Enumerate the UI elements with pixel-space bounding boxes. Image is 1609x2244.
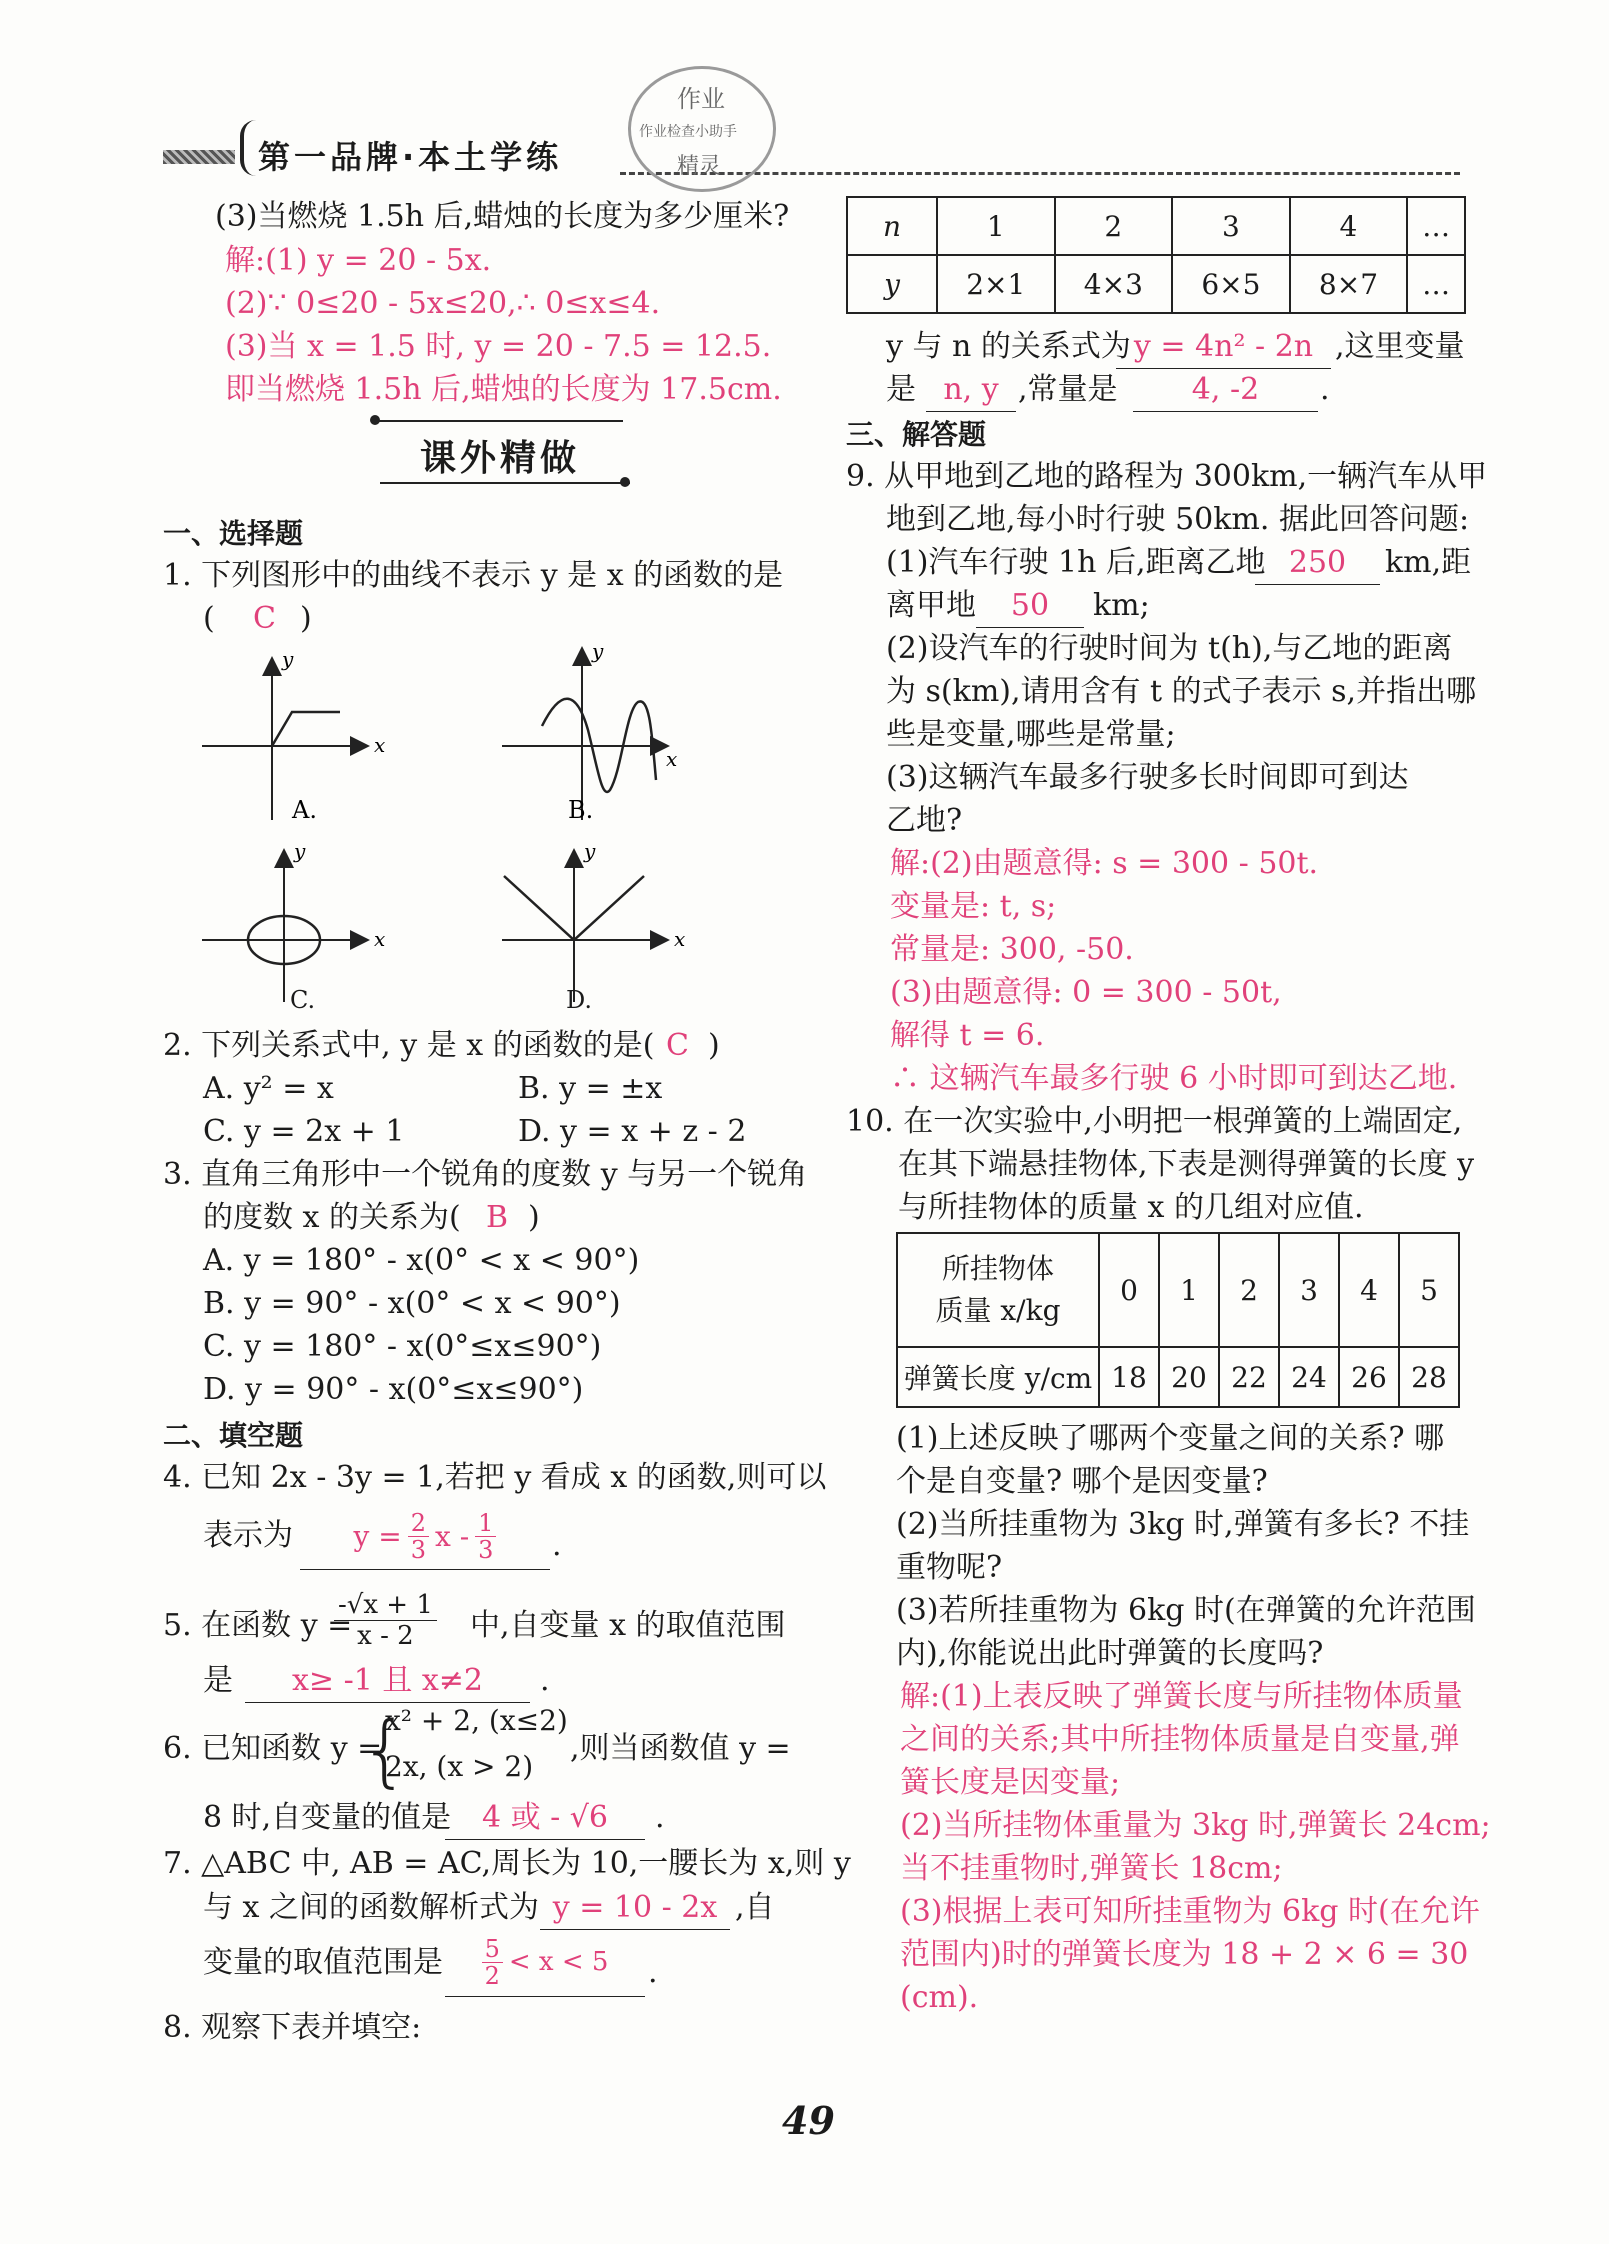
q5-fraction xyxy=(334,1590,437,1651)
solve-heading: 三、解答题 xyxy=(846,418,987,451)
fill-heading: 二、填空题 xyxy=(163,1419,304,1452)
stamp-bottom: 精灵 xyxy=(677,154,722,179)
graph-a-label: A. xyxy=(292,796,317,824)
header-title: 第一品牌·本土学练 xyxy=(258,138,563,176)
q7-line2-post: ,自 xyxy=(735,1890,775,1925)
header-bracket xyxy=(240,120,256,176)
stamp-top: 作业 xyxy=(677,85,725,113)
q2-option-b: B. y = ±x xyxy=(518,1071,663,1106)
q2-text: 2. 下列关系式中, y 是 x 的函数的是( xyxy=(163,1028,655,1063)
q1-paren-close: ) xyxy=(300,601,312,636)
n-cell-3: 3 xyxy=(1172,197,1290,255)
y-cell-4: 8×7 xyxy=(1290,255,1408,313)
q9-1-pre: (1)汽车行驶 1h 后,距离乙地 xyxy=(886,545,1266,580)
graph-b-y-label: y xyxy=(592,640,604,663)
q8-answer-2: n, y xyxy=(926,369,1016,412)
q8-answer-3: 4, -2 xyxy=(1133,369,1318,412)
q2-answer: C xyxy=(666,1028,689,1063)
graph-c xyxy=(202,839,385,1002)
q8-answer-1: y = 4n² - 2n xyxy=(1116,326,1331,369)
graph-c-x-label: x xyxy=(374,927,386,951)
q8-line1-post: ,这里变量 xyxy=(1335,329,1465,364)
q9-2-line3: 些是变量,哪些是常量; xyxy=(886,717,1176,752)
q4-frac-2: $\frac{1}{3}$ xyxy=(475,1510,496,1563)
q3-option-b: B. y = 90° - x(0° < x < 90°) xyxy=(203,1286,621,1321)
q7-line2-pre: 与 x 之间的函数解析式为 xyxy=(203,1890,539,1925)
q4-answer xyxy=(300,1503,550,1570)
q6-brace: { xyxy=(360,1706,410,1796)
mass-4: 4 xyxy=(1339,1233,1399,1347)
banner-line-bottom xyxy=(380,482,630,484)
q1-graphs xyxy=(190,640,710,1010)
q3-option-a: A. y = 180° - x(0° < x < 90°) xyxy=(203,1243,640,1278)
q6-line2-pre: 8 时,自变量的值是 xyxy=(203,1800,452,1835)
q10-question-4: 重物呢? xyxy=(896,1550,1003,1585)
graph-d-y-label: y xyxy=(584,839,596,863)
q6-case2: 2x, (x > 2) xyxy=(385,1750,534,1783)
stamp-mid: 作业检查小助手 xyxy=(639,124,737,140)
q3-close: ) xyxy=(528,1200,540,1235)
q5-line2-pre: 是 xyxy=(203,1663,233,1698)
mass-1: 1 xyxy=(1159,1233,1219,1347)
spring-head-length: 弹簧长度 y/cm xyxy=(897,1347,1099,1407)
length-5: 28 xyxy=(1399,1347,1459,1407)
q2-option-a: A. y² = x xyxy=(203,1071,334,1106)
n-cell-0: n xyxy=(847,197,937,255)
q9-2-line2: 为 s(km),请用含有 t 的式子表示 s,并指出哪 xyxy=(886,674,1477,709)
y-cell-0: y xyxy=(847,255,937,313)
n-cell-4: 4 xyxy=(1290,197,1408,255)
page-number: 49 xyxy=(782,2098,835,2143)
q5-period: . xyxy=(540,1663,550,1698)
graph-a-x-label: x xyxy=(374,733,386,757)
q10-line2: 在其下端悬挂物体,下表是测得弹簧的长度 y xyxy=(898,1147,1475,1182)
q5-answer: x≥ -1 且 x≠2 xyxy=(245,1660,530,1703)
q8-text: 8. 观察下表并填空: xyxy=(163,2010,422,2045)
q9-answer-4: (3)由题意得: 0 = 300 - 50t, xyxy=(890,975,1282,1010)
y-cell-3: 6×5 xyxy=(1172,255,1290,313)
mass-2: 2 xyxy=(1219,1233,1279,1347)
graph-b-label: B. xyxy=(568,796,594,824)
q8-line2-pre: 是 xyxy=(886,372,916,407)
q2-option-c: C. y = 2x + 1 xyxy=(203,1114,405,1149)
q10-line1: 10. 在一次实验中,小明把一根弹簧的上端固定, xyxy=(846,1104,1463,1139)
q10-line3: 与所挂物体的质量 x 的几组对应值. xyxy=(898,1190,1364,1225)
q4-prefix: 表示为 xyxy=(203,1518,293,1553)
q9-answer-5: 解得 t = 6. xyxy=(890,1018,1045,1053)
q10-question-6: 内),你能说出此时弹簧的长度吗? xyxy=(896,1636,1324,1671)
q9-3-line1: (3)这辆汽车最多行驶多长时间即可到达 xyxy=(886,760,1409,795)
n-row xyxy=(847,197,1465,255)
graph-c-label: C. xyxy=(290,986,316,1014)
q6-answer: 4 或 - √6 xyxy=(445,1797,645,1840)
y-cell-1: 2×1 xyxy=(937,255,1055,313)
q9-1-answer-1: 250 xyxy=(1255,542,1380,585)
q10-question-2: 个是自变量? 哪个是因变量? xyxy=(896,1464,1268,1499)
prev-answer-3: (3)当 x = 1.5 时, y = 20 - 7.5 = 12.5. xyxy=(225,329,772,364)
q7-answer: y = 10 - 2x xyxy=(540,1887,730,1930)
q7-ans2-rest: < x < 5 xyxy=(508,1947,609,1977)
q10-question-5: (3)若所挂重物为 6kg 时(在弹簧的允许范围 xyxy=(896,1593,1476,1628)
q7-line3-pre: 变量的取值范围是 xyxy=(203,1945,443,1980)
q1-text: 1. 下列图形中的曲线不表示 y 是 x 的函数的是 xyxy=(163,558,784,593)
q10-answer-6: (3)根据上表可知所挂重物为 6kg 时(在允许 xyxy=(900,1894,1480,1929)
q1-answer: C xyxy=(253,601,276,636)
banner-dot-left xyxy=(370,415,380,425)
banner-line-top xyxy=(375,420,623,422)
q9-1-post: km; xyxy=(1093,588,1150,623)
q10-question-1: (1)上述反映了哪两个变量之间的关系? 哪 xyxy=(896,1421,1445,1456)
y-cell-2: 4×3 xyxy=(1055,255,1173,313)
length-3: 24 xyxy=(1279,1347,1339,1407)
banner-dot-right xyxy=(620,477,630,487)
q1-paren-open: ( xyxy=(203,601,215,636)
length-1: 20 xyxy=(1159,1347,1219,1407)
graph-c-y-label: y xyxy=(294,839,306,863)
header-bar xyxy=(163,150,235,164)
q3-option-d: D. y = 90° - x(0°≤x≤90°) xyxy=(203,1372,584,1407)
q9-line1: 9. 从甲地到乙地的路程为 300km,一辆汽车从甲 xyxy=(846,459,1488,494)
y-row xyxy=(847,255,1465,313)
q7-frac: $\frac{5}{2}$ xyxy=(482,1936,503,1989)
graph-a-y-label: y xyxy=(282,647,294,671)
q3-line2: 的度数 x 的关系为( xyxy=(203,1200,461,1235)
y-cell-5: … xyxy=(1407,255,1465,313)
q4-frac-1: $\frac{2}{3}$ xyxy=(408,1510,429,1563)
q4-ans-mid: x - xyxy=(435,1519,470,1553)
graph-d-x-label: x xyxy=(674,927,686,951)
q6-case1: x² + 2, (x≤2) xyxy=(385,1704,568,1737)
q10-answer-5: 当不挂重物时,弹簧长 18cm; xyxy=(900,1851,1283,1886)
q9-2-line1: (2)设汽车的行驶时间为 t(h),与乙地的距离 xyxy=(886,631,1453,666)
q6-period: . xyxy=(655,1800,665,1835)
q9-answer-2: 变量是: t, s; xyxy=(890,889,1057,924)
q5-pre: 5. 在函数 y = xyxy=(163,1608,353,1643)
q5-num: -√x + 1 xyxy=(334,1590,437,1621)
q4-ans-y: y = xyxy=(353,1519,402,1553)
q10-answer-4: (2)当所挂物体重量为 3kg 时,弹簧长 24cm; xyxy=(900,1808,1491,1843)
prev-answer-2: (2)∵ 0≤20 - 5x≤20,∴ 0≤x≤4. xyxy=(225,286,661,321)
prev-answer-4: 即当燃烧 1.5h 后,蜡烛的长度为 17.5cm. xyxy=(225,372,782,407)
q9-answer-1: 解:(2)由题意得: s = 300 - 50t. xyxy=(890,846,1319,881)
graph-b-x-label: x xyxy=(666,747,678,771)
q3-option-c: C. y = 180° - x(0°≤x≤90°) xyxy=(203,1329,602,1364)
graph-d-label: D. xyxy=(566,986,593,1014)
q8-period: . xyxy=(1320,372,1330,407)
q6-post: ,则当函数值 y = xyxy=(570,1731,791,1766)
q9-1-line2-pre: 离甲地 xyxy=(886,588,976,623)
q7-answer-2 xyxy=(445,1928,645,1997)
n-cell-1: 1 xyxy=(937,197,1055,255)
length-2: 22 xyxy=(1219,1347,1279,1407)
q7-line1: 7. △ABC 中, AB = AC,周长为 10,一腰长为 x,则 y xyxy=(163,1846,851,1881)
q5-post: 中,自变量 x 的取值范围 xyxy=(470,1608,786,1643)
q10-answer-8: (cm). xyxy=(900,1980,979,2015)
q10-answer-3: 簧长度是因变量; xyxy=(900,1765,1121,1800)
graph-b xyxy=(502,640,677,824)
q2-close: ) xyxy=(708,1028,720,1063)
prev-answer-1: 解:(1) y = 20 - 5x. xyxy=(225,243,492,278)
graph-d xyxy=(502,839,685,1002)
n-y-table xyxy=(846,196,1466,314)
q3-line1: 3. 直角三角形中一个锐角的度数 y 与另一个锐角 xyxy=(163,1157,808,1192)
q2-option-d: D. y = x + z - 2 xyxy=(518,1114,747,1149)
q5-den: x - 2 xyxy=(357,1621,414,1651)
spring-table xyxy=(896,1232,1460,1408)
q10-answer-7: 范围内)时的弹簧长度为 18 + 2 × 6 = 30 xyxy=(900,1937,1469,1972)
q9-answer-3: 常量是: 300, -50. xyxy=(890,932,1134,967)
q10-question-3: (2)当所挂重物为 3kg 时,弹簧有多长? 不挂 xyxy=(896,1507,1470,1542)
graph-a xyxy=(202,647,385,824)
q4-line1: 4. 已知 2x - 3y = 1,若把 y 看成 x 的函数,则可以 xyxy=(163,1460,827,1495)
q8-line1-pre: y 与 n 的关系式为 xyxy=(886,329,1131,364)
q8-line2-mid: ,常量是 xyxy=(1018,372,1118,407)
q9-line2: 地到乙地,每小时行驶 50km. 据此回答问题: xyxy=(886,502,1470,537)
n-cell-2: 2 xyxy=(1055,197,1173,255)
mass-5: 5 xyxy=(1399,1233,1459,1347)
q10-answer-1: 解:(1)上表反映了弹簧长度与所挂物体质量 xyxy=(900,1679,1463,1714)
length-0: 18 xyxy=(1099,1347,1159,1407)
mass-3: 3 xyxy=(1279,1233,1339,1347)
mass-0: 0 xyxy=(1099,1233,1159,1347)
q10-answer-2: 之间的关系;其中所挂物体质量是自变量,弹 xyxy=(900,1722,1460,1757)
choice-heading: 一、选择题 xyxy=(163,517,304,550)
n-cell-5: … xyxy=(1407,197,1465,255)
q7-period: . xyxy=(648,1955,658,1990)
length-4: 26 xyxy=(1339,1347,1399,1407)
q4-period: . xyxy=(552,1528,562,1563)
q9-3-line2: 乙地? xyxy=(886,803,963,838)
q6-pre: 6. 已知函数 y = xyxy=(163,1731,383,1766)
spring-length-row xyxy=(897,1347,1459,1407)
stamp xyxy=(628,66,776,192)
q9-1-answer-2: 50 xyxy=(976,585,1084,628)
q9-1-mid: km,距 xyxy=(1385,545,1472,580)
spring-mass-row xyxy=(897,1233,1459,1347)
prev-question-3: (3)当燃烧 1.5h 后,蜡烛的长度为多少厘米? xyxy=(215,199,790,234)
section-banner: 课外精做 xyxy=(420,438,581,479)
q3-answer: B xyxy=(486,1200,509,1235)
q9-answer-6: ∴ 这辆汽车最多行驶 6 小时即可到达乙地. xyxy=(890,1061,1458,1096)
spring-head-mass: 所挂物体 质量 x/kg xyxy=(897,1233,1099,1347)
